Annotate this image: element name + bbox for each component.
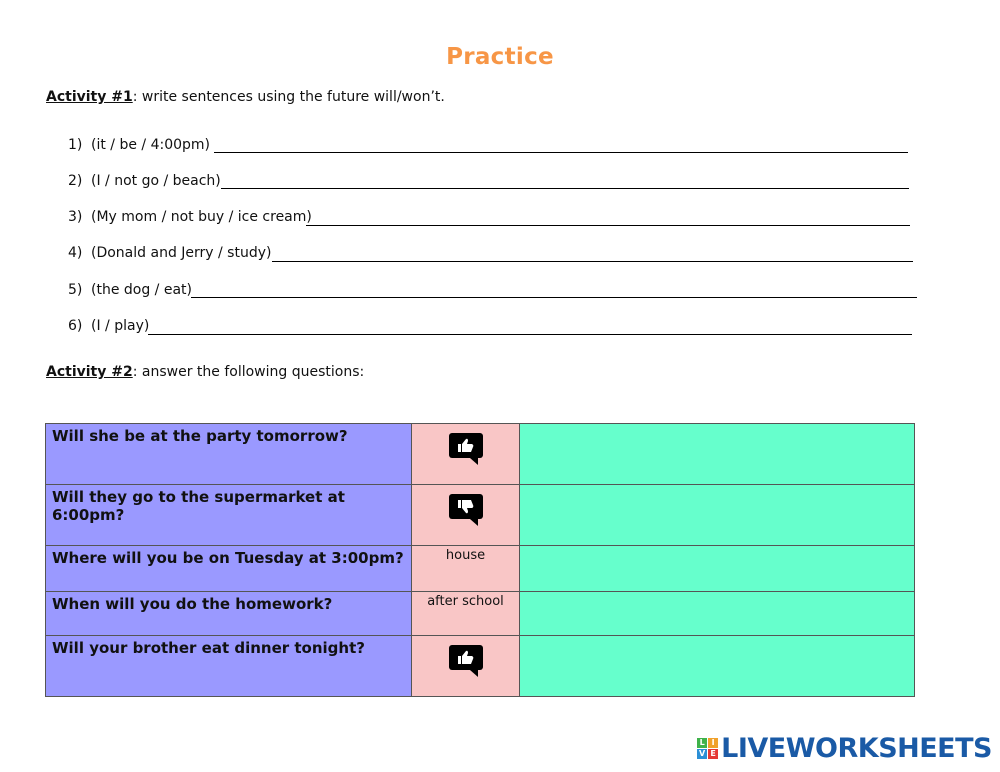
question-cell: Will she be at the party tomorrow? <box>46 424 412 485</box>
activity-1-instruction: : write sentences using the future will/won’t. <box>132 89 445 105</box>
activity-2-instruction: : answer the following questions: <box>132 364 365 380</box>
answer-line-4[interactable] <box>272 261 913 262</box>
logo-letter: V <box>699 749 706 758</box>
item-number: 6) <box>68 318 83 334</box>
exercise-item-4 <box>68 245 271 261</box>
answer-cell <box>412 424 520 485</box>
item-prompt: (the dog / eat) <box>91 282 192 298</box>
table-row <box>46 636 915 697</box>
response-cell[interactable] <box>520 424 915 485</box>
table-row <box>46 424 915 485</box>
question-cell: Will your brother eat dinner tonight? <box>46 636 412 697</box>
page-title: Practice <box>446 44 554 70</box>
exercise-item-6 <box>68 318 149 334</box>
item-prompt: (I / play) <box>91 318 150 334</box>
item-number: 1) <box>68 137 83 153</box>
thumbs-down-icon <box>448 493 484 531</box>
thumbs-up-icon <box>448 644 484 682</box>
question-cell: Where will you be on Tuesday at 3:00pm? <box>46 546 412 592</box>
activity-2-heading <box>46 364 364 380</box>
item-prompt: (I / not go / beach) <box>91 173 221 189</box>
brand-name: LIVEWORKSHEETS <box>721 733 992 764</box>
exercise-item-2 <box>68 173 221 189</box>
activity-2-label: Activity #2 <box>46 364 133 380</box>
activity-1-heading <box>46 89 445 105</box>
answer-line-6[interactable] <box>148 334 912 335</box>
answer-cell <box>412 485 520 546</box>
answer-cell <box>412 636 520 697</box>
answer-line-3[interactable] <box>306 225 910 226</box>
exercise-item-3 <box>68 209 312 225</box>
answer-line-1[interactable] <box>214 152 908 153</box>
logo-letter: L <box>697 738 707 748</box>
response-cell[interactable] <box>520 636 915 697</box>
question-cell: When will you do the homework? <box>46 592 412 636</box>
response-cell[interactable] <box>520 546 915 592</box>
item-prompt: (Donald and Jerry / study) <box>91 245 272 261</box>
item-number: 4) <box>68 245 83 261</box>
answer-line-5[interactable] <box>191 297 917 298</box>
item-prompt: (it / be / 4:00pm) <box>91 137 210 153</box>
table-row <box>46 485 915 546</box>
logo-letter: I <box>708 738 718 748</box>
thumbs-up-icon <box>448 432 484 470</box>
answer-text: after school <box>427 594 504 609</box>
table-row <box>46 592 915 636</box>
answer-text: house <box>445 548 486 563</box>
response-cell[interactable] <box>520 485 915 546</box>
table-row <box>46 546 915 592</box>
answer-cell <box>412 592 520 636</box>
response-cell[interactable] <box>520 592 915 636</box>
questions-table <box>45 423 915 697</box>
answer-cell <box>412 546 520 592</box>
item-number: 5) <box>68 282 83 298</box>
item-number: 3) <box>68 209 83 225</box>
item-prompt: (My mom / not buy / ice cream) <box>91 209 312 225</box>
exercise-item-1 <box>68 137 210 153</box>
liveworksheets-logo <box>697 733 992 764</box>
logo-icon <box>697 738 718 759</box>
question-cell: Will they go to the supermarket at 6:00pm? <box>46 485 412 546</box>
answer-line-2[interactable] <box>221 188 909 189</box>
logo-letter: E <box>708 749 718 759</box>
item-number: 2) <box>68 173 83 189</box>
activity-1-label: Activity #1 <box>46 89 133 105</box>
exercise-item-5 <box>68 282 192 298</box>
